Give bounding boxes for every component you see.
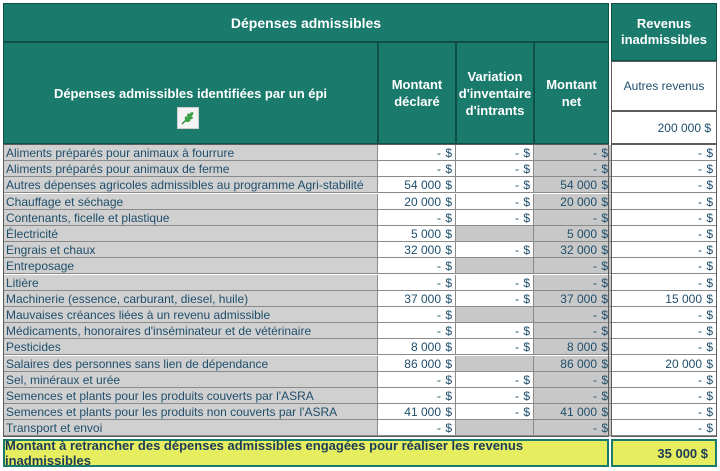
other-revenue-cell-value: - <box>698 162 702 177</box>
net-amount-cell <box>534 161 612 177</box>
total-amount: 35 000 $ <box>611 439 717 467</box>
declared-amount-cell-value: 8 000 <box>410 340 441 355</box>
table-row <box>3 372 717 388</box>
table-row <box>3 420 717 436</box>
net-amount-cell-value: - <box>593 210 597 225</box>
currency-symbol: $ <box>601 194 608 209</box>
table-row <box>3 356 717 372</box>
net-amount-cell-value: - <box>593 308 597 322</box>
currency-symbol: $ <box>445 340 452 355</box>
currency-symbol: $ <box>601 162 608 177</box>
currency-symbol: $ <box>601 340 608 355</box>
currency-symbol: $ <box>706 243 713 258</box>
net-amount-cell <box>534 177 612 193</box>
inventory-variation-cell-value: - <box>515 243 519 258</box>
declared-amount-cell-value: - <box>437 259 441 274</box>
table-row <box>3 388 717 404</box>
other-revenue-cell-value: - <box>698 405 702 420</box>
currency-symbol: $ <box>523 194 530 209</box>
declared-amount-cell[interactable] <box>378 339 456 355</box>
col-header-declared <box>378 42 456 144</box>
inventory-variation-cell[interactable] <box>456 307 534 323</box>
inventory-variation-cell[interactable] <box>456 194 534 210</box>
currency-symbol: $ <box>601 178 608 193</box>
net-amount-cell <box>534 275 612 291</box>
expense-label: Aliments préparés pour animaux à fourrure <box>3 145 378 161</box>
currency-symbol: $ <box>523 146 530 160</box>
inventory-variation-cell[interactable] <box>456 291 534 307</box>
inventory-variation-cell[interactable] <box>456 388 534 404</box>
table-row <box>3 291 717 307</box>
net-amount-cell-value: - <box>593 275 597 290</box>
net-amount-cell-value: 8 000 <box>566 340 597 355</box>
table-row <box>3 404 717 420</box>
other-revenue-cell-value: 15 000 <box>665 291 702 306</box>
declared-amount-cell-value: - <box>437 308 441 322</box>
net-amount-cell-value: - <box>593 162 597 177</box>
other-revenue-cell[interactable] <box>611 258 717 274</box>
declared-amount-cell-value: 32 000 <box>404 243 441 258</box>
declared-amount-cell[interactable] <box>378 388 456 404</box>
currency-symbol: $ <box>523 324 530 339</box>
net-amount-cell-value: - <box>593 259 597 274</box>
currency-symbol: $ <box>445 227 452 241</box>
inventory-variation-cell[interactable] <box>456 242 534 258</box>
other-revenue-cell[interactable] <box>611 177 717 193</box>
table-row <box>3 275 717 291</box>
inventory-variation-cell-value: - <box>515 340 519 355</box>
net-amount-cell-value: - <box>593 324 597 339</box>
net-amount-cell-value: 20 000 <box>560 194 597 209</box>
declared-amount-cell[interactable] <box>378 258 456 274</box>
other-revenue-cell[interactable] <box>611 210 717 226</box>
inventory-variation-cell-value: - <box>515 178 519 193</box>
expense-label: Pesticides <box>3 339 378 355</box>
other-revenue-cell[interactable] <box>611 323 717 339</box>
currency-symbol: $ <box>706 389 713 403</box>
other-revenue-label: Autres revenus <box>611 61 717 111</box>
expense-label: Sel, minéraux et urée <box>3 372 378 388</box>
currency-symbol: $ <box>601 275 608 290</box>
inventory-variation-cell-value: - <box>515 405 519 420</box>
inventory-variation-cell[interactable] <box>456 226 534 242</box>
currency-symbol: $ <box>601 146 608 160</box>
wheat-ear-icon <box>177 107 199 129</box>
net-amount-cell <box>534 307 612 323</box>
currency-symbol: $ <box>706 340 713 355</box>
currency-symbol: $ <box>445 291 452 306</box>
other-revenue-cell-value: - <box>698 194 702 209</box>
currency-symbol: $ <box>706 146 713 160</box>
currency-symbol: $ <box>601 227 608 241</box>
net-amount-cell <box>534 420 612 436</box>
currency-symbol: $ <box>445 243 452 258</box>
inventory-variation-cell-value: - <box>515 324 519 339</box>
inventory-variation-cell[interactable] <box>456 210 534 226</box>
table-row <box>3 145 717 161</box>
expense-label: Salaires des personnes sans lien de dépendance <box>3 356 378 372</box>
currency-symbol: $ <box>523 291 530 306</box>
currency-symbol: $ <box>706 308 713 322</box>
other-revenue-cell[interactable] <box>611 404 717 420</box>
expense-label: Transport et envoi <box>3 420 378 436</box>
currency-symbol: $ <box>706 372 713 387</box>
other-revenue-input[interactable]: 200 000 $ <box>611 111 717 144</box>
net-amount-cell <box>534 404 612 420</box>
currency-symbol: $ <box>445 421 452 436</box>
currency-symbol: $ <box>601 210 608 225</box>
net-amount-cell <box>534 388 612 404</box>
other-revenue-cell-value: - <box>698 324 702 339</box>
declared-amount-cell[interactable] <box>378 242 456 258</box>
net-amount-cell <box>534 194 612 210</box>
declared-amount-cell[interactable] <box>378 275 456 291</box>
net-amount-cell <box>534 145 612 161</box>
currency-symbol: $ <box>523 178 530 193</box>
declared-amount-cell-value: - <box>437 275 441 290</box>
currency-symbol: $ <box>601 324 608 339</box>
expense-label: Mauvaises créances liées à un revenu admissible <box>3 307 378 323</box>
declared-amount-cell[interactable] <box>378 226 456 242</box>
currency-symbol: $ <box>445 146 452 160</box>
table-row <box>3 210 717 226</box>
currency-symbol: $ <box>445 275 452 290</box>
currency-symbol: $ <box>706 194 713 209</box>
currency-symbol: $ <box>523 340 530 355</box>
net-amount-cell <box>534 356 612 372</box>
other-revenue-cell[interactable] <box>611 307 717 323</box>
currency-symbol: $ <box>445 194 452 209</box>
ineligible-revenue-header <box>611 3 717 61</box>
currency-symbol: $ <box>445 324 452 339</box>
net-amount-cell-value: 54 000 <box>560 178 597 193</box>
net-amount-cell <box>534 339 612 355</box>
col-header-declared-label: Montant déclaré <box>391 77 443 109</box>
other-revenue-cell-value: 20 000 <box>665 356 702 371</box>
currency-symbol: $ <box>601 259 608 274</box>
declared-amount-cell[interactable] <box>378 323 456 339</box>
declared-amount-cell-value: 54 000 <box>404 178 441 193</box>
inventory-variation-cell-value: - <box>515 146 519 160</box>
currency-symbol: $ <box>445 389 452 403</box>
inventory-variation-cell[interactable] <box>456 145 534 161</box>
expense-label: Entreposage <box>3 258 378 274</box>
inventory-variation-cell[interactable] <box>456 339 534 355</box>
inventory-variation-cell-value: - <box>515 389 519 403</box>
expense-label: Machinerie (essence, carburant, diesel, huile) <box>3 291 378 307</box>
table-title-text: Dépenses admissibles <box>230 14 382 31</box>
declared-amount-cell-value: 86 000 <box>404 356 441 371</box>
currency-symbol: $ <box>706 178 713 193</box>
other-revenue-cell[interactable] <box>611 226 717 242</box>
col-header-variation <box>456 42 534 144</box>
other-revenue-cell[interactable] <box>611 388 717 404</box>
net-amount-cell-value: 86 000 <box>560 356 597 371</box>
col-header-variation-label: Variation d'inventaire d'intrants <box>458 68 532 118</box>
ineligible-revenue-title: Revenus inadmissibles <box>621 16 707 47</box>
currency-symbol: $ <box>523 162 530 177</box>
inventory-variation-cell[interactable] <box>456 420 534 436</box>
table-row <box>3 194 717 210</box>
currency-symbol: $ <box>523 210 530 225</box>
inventory-variation-cell-value: - <box>515 291 519 306</box>
net-amount-cell <box>534 372 612 388</box>
net-amount-cell-value: - <box>593 372 597 387</box>
declared-amount-cell-value: - <box>437 324 441 339</box>
currency-symbol: $ <box>706 324 713 339</box>
currency-symbol: $ <box>706 275 713 290</box>
col-header-net-label: Montant net <box>546 77 597 109</box>
declared-amount-cell[interactable] <box>378 177 456 193</box>
net-amount-cell <box>534 258 612 274</box>
expense-label: Autres dépenses agricoles admissibles au programme Agri-stabilité <box>3 177 378 193</box>
currency-symbol: $ <box>601 243 608 258</box>
declared-amount-cell[interactable] <box>378 356 456 372</box>
currency-symbol: $ <box>601 372 608 387</box>
other-revenue-cell[interactable] <box>611 339 717 355</box>
inventory-variation-cell-value: - <box>515 210 519 225</box>
inventory-variation-cell[interactable] <box>456 323 534 339</box>
eligible-expenses-subtitle: Dépenses admissibles identifiées par un épi <box>53 86 328 101</box>
other-revenue-cell-value: - <box>698 227 702 241</box>
expense-label: Contenants, ficelle et plastique <box>3 210 378 226</box>
other-revenue-cell-value: - <box>698 243 702 258</box>
net-amount-cell-value: 5 000 <box>566 227 597 241</box>
expense-label: Engrais et chaux <box>3 242 378 258</box>
inventory-variation-cell[interactable] <box>456 372 534 388</box>
other-revenue-cell-value: - <box>698 389 702 403</box>
other-revenue-cell-value: - <box>698 421 702 436</box>
expense-label: Électricité <box>3 226 378 242</box>
other-revenue-cell-value: - <box>698 275 702 290</box>
currency-symbol: $ <box>445 405 452 420</box>
declared-amount-cell[interactable] <box>378 291 456 307</box>
expense-label: Médicaments, honoraires d'inséminateur et de vétérinaire <box>3 323 378 339</box>
other-revenue-cell[interactable] <box>611 242 717 258</box>
expense-label: Litière <box>3 275 378 291</box>
expense-label: Chauffage et séchage <box>3 194 378 210</box>
other-revenue-cell[interactable] <box>611 161 717 177</box>
declared-amount-cell[interactable] <box>378 210 456 226</box>
inventory-variation-cell[interactable] <box>456 258 534 274</box>
expense-label: Semences et plants pour les produits couverts par l'ASRA <box>3 388 378 404</box>
other-revenue-cell[interactable] <box>611 420 717 436</box>
currency-symbol: $ <box>523 243 530 258</box>
other-revenue-cell-value: - <box>698 340 702 355</box>
declared-amount-cell-value: - <box>437 389 441 403</box>
currency-symbol: $ <box>706 291 713 306</box>
net-amount-cell-value: 37 000 <box>560 291 597 306</box>
currency-symbol: $ <box>601 405 608 420</box>
table-row <box>3 339 717 355</box>
currency-symbol: $ <box>706 405 713 420</box>
declared-amount-cell[interactable] <box>378 420 456 436</box>
other-revenue-cell[interactable] <box>611 291 717 307</box>
inventory-variation-cell-value: - <box>515 372 519 387</box>
other-revenue-cell-value: - <box>698 178 702 193</box>
table-row <box>3 177 717 193</box>
currency-symbol: $ <box>706 356 713 371</box>
currency-symbol: $ <box>706 421 713 436</box>
currency-symbol: $ <box>445 178 452 193</box>
net-amount-cell-value: - <box>593 389 597 403</box>
inventory-variation-cell[interactable] <box>456 275 534 291</box>
net-amount-cell-value: - <box>593 146 597 160</box>
other-revenue-cell-value: - <box>698 146 702 160</box>
declared-amount-cell-value: - <box>437 372 441 387</box>
other-revenue-cell[interactable] <box>611 372 717 388</box>
currency-symbol: $ <box>523 372 530 387</box>
declared-amount-cell[interactable] <box>378 145 456 161</box>
currency-symbol: $ <box>523 275 530 290</box>
table-row <box>3 161 717 177</box>
declared-amount-cell-value: - <box>437 210 441 225</box>
other-revenue-cell[interactable] <box>611 356 717 372</box>
declared-amount-cell-value: 37 000 <box>404 291 441 306</box>
eligible-expenses-header <box>3 42 378 144</box>
inventory-variation-cell[interactable] <box>456 161 534 177</box>
other-revenue-cell[interactable] <box>611 145 717 161</box>
currency-symbol: $ <box>601 356 608 371</box>
currency-symbol: $ <box>445 259 452 274</box>
inventory-variation-cell-value: - <box>515 162 519 177</box>
table-row <box>3 242 717 258</box>
expense-label: Semences et plants pour les produits non couverts par l'ASRA <box>3 404 378 420</box>
currency-symbol: $ <box>445 162 452 177</box>
total-label-text: Montant à retrancher des dépenses admissibles engagées pour réaliser les revenus inadmissibles <box>5 438 524 468</box>
currency-symbol: $ <box>706 259 713 274</box>
net-amount-cell <box>534 242 612 258</box>
inventory-variation-cell-value: - <box>515 194 519 209</box>
currency-symbol: $ <box>601 308 608 322</box>
declared-amount-cell[interactable] <box>378 372 456 388</box>
table-row <box>3 307 717 323</box>
declared-amount-cell[interactable] <box>378 194 456 210</box>
other-revenue-cell-value: - <box>698 372 702 387</box>
currency-symbol: $ <box>706 227 713 241</box>
other-revenue-cell-value: - <box>698 259 702 274</box>
table-title <box>3 3 609 42</box>
currency-symbol: $ <box>706 162 713 177</box>
net-amount-cell <box>534 226 612 242</box>
other-revenue-cell-value: - <box>698 308 702 322</box>
currency-symbol: $ <box>706 210 713 225</box>
net-amount-cell-value: 32 000 <box>560 243 597 258</box>
total-label <box>3 439 609 467</box>
declared-amount-cell-value: 5 000 <box>410 227 441 241</box>
declared-amount-cell-value: 20 000 <box>404 194 441 209</box>
declared-amount-cell[interactable] <box>378 404 456 420</box>
currency-symbol: $ <box>523 405 530 420</box>
currency-symbol: $ <box>445 308 452 322</box>
other-revenue-cell[interactable] <box>611 194 717 210</box>
expense-label: Aliments préparés pour animaux de ferme <box>3 161 378 177</box>
declared-amount-cell-value: - <box>437 421 441 436</box>
currency-symbol: $ <box>601 421 608 436</box>
net-amount-cell <box>534 323 612 339</box>
declared-amount-cell[interactable] <box>378 307 456 323</box>
declared-amount-cell[interactable] <box>378 161 456 177</box>
currency-symbol: $ <box>601 291 608 306</box>
currency-symbol: $ <box>523 389 530 403</box>
inventory-variation-cell[interactable] <box>456 356 534 372</box>
other-revenue-cell[interactable] <box>611 275 717 291</box>
net-amount-cell-value: 41 000 <box>560 405 597 420</box>
declared-amount-cell-value: 41 000 <box>404 405 441 420</box>
inventory-variation-cell[interactable] <box>456 404 534 420</box>
inventory-variation-cell-value: - <box>515 275 519 290</box>
table-row <box>3 226 717 242</box>
inventory-variation-cell[interactable] <box>456 177 534 193</box>
col-header-net <box>534 42 609 144</box>
currency-symbol: $ <box>445 372 452 387</box>
net-amount-cell <box>534 210 612 226</box>
net-amount-cell <box>534 291 612 307</box>
currency-symbol: $ <box>445 356 452 371</box>
net-amount-cell-value: - <box>593 421 597 436</box>
currency-symbol: $ <box>601 389 608 403</box>
other-revenue-cell-value: - <box>698 210 702 225</box>
currency-symbol: $ <box>445 210 452 225</box>
table-row <box>3 323 717 339</box>
declared-amount-cell-value: - <box>437 162 441 177</box>
table-row <box>3 258 717 274</box>
declared-amount-cell-value: - <box>437 146 441 160</box>
